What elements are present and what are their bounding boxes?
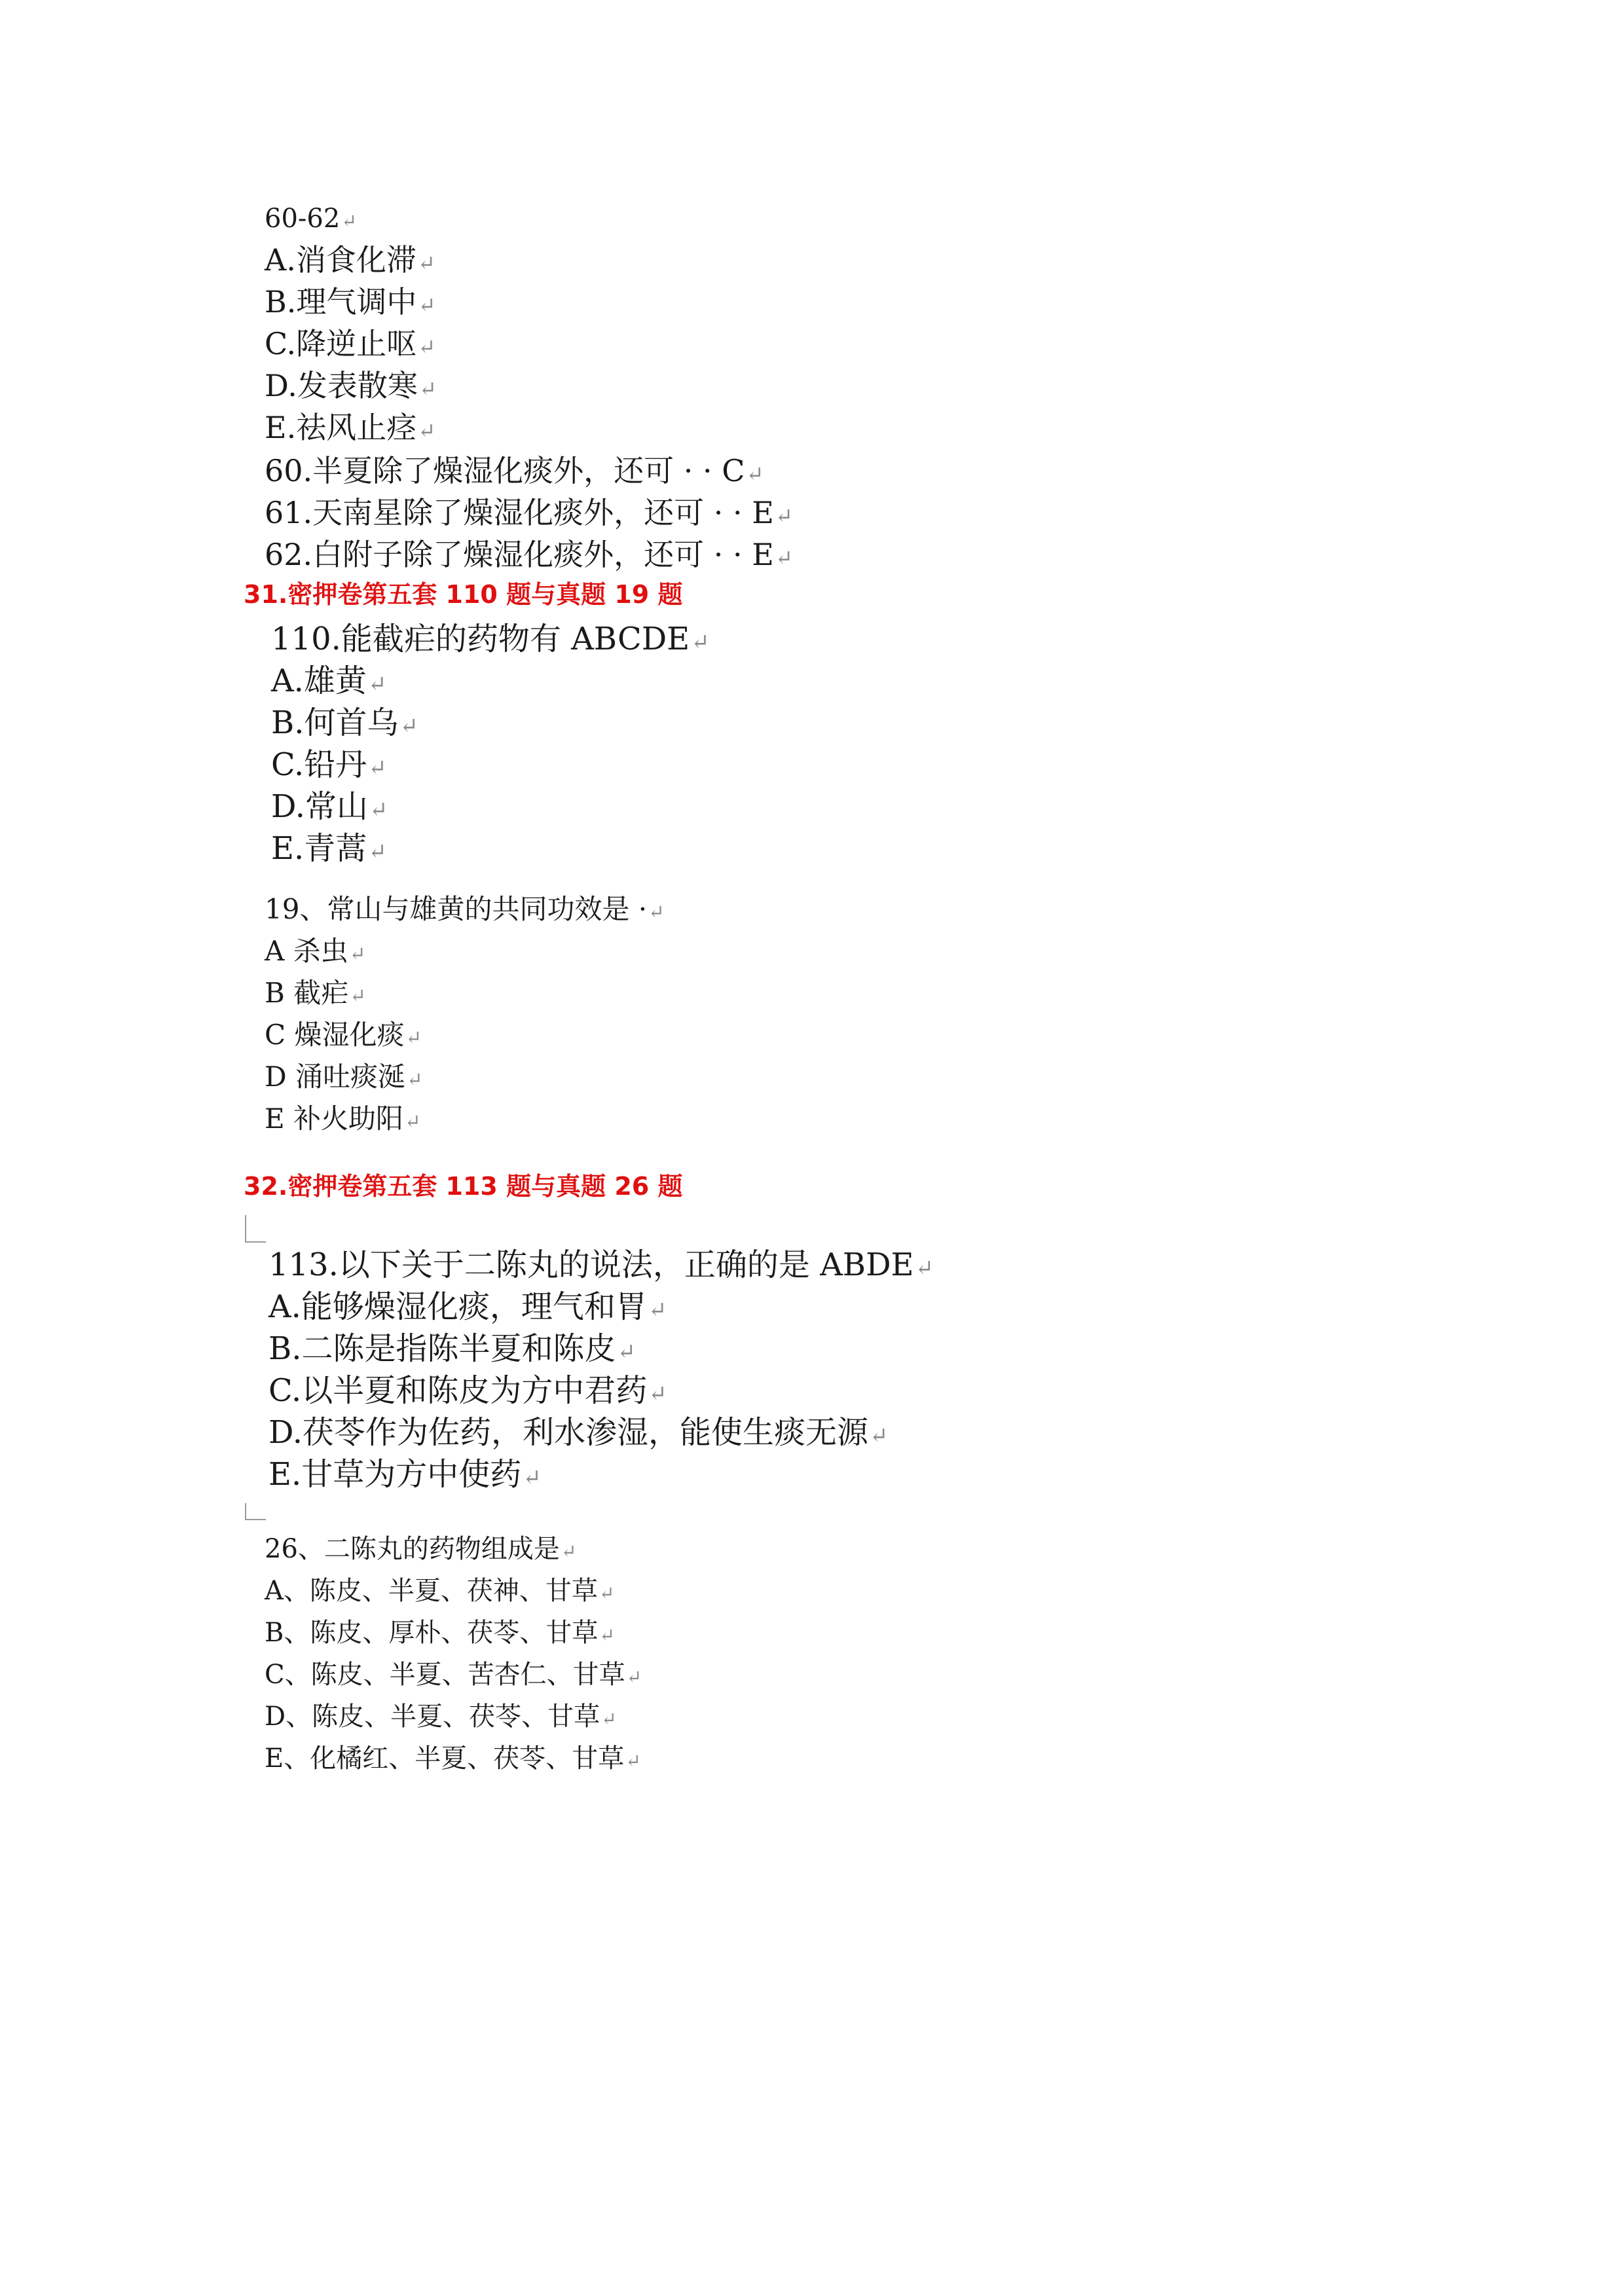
paragraph-mark-icon: ↵: [870, 1423, 889, 1448]
option-b: B 截疟↵: [265, 977, 366, 1009]
paragraph-mark-icon: ↵: [648, 901, 665, 923]
question-62: 62.白附子除了燥湿化痰外，还可 · · E↵: [265, 537, 793, 572]
option-a: A.消食化滞↵: [265, 242, 435, 278]
paragraph-mark-icon: ↵: [601, 1708, 617, 1730]
option-d: D.发表散寒↵: [265, 368, 437, 403]
option-b: B.何首乌↵: [271, 704, 418, 741]
option-c: C.降逆止呕↵: [265, 326, 436, 361]
option-c: C.铅丹↵: [271, 746, 387, 783]
paragraph-mark-icon: ↵: [418, 418, 436, 443]
option-b: B、陈皮、厚朴、茯苓、甘草↵: [265, 1618, 615, 1648]
paragraph-mark-icon: ↵: [599, 1624, 615, 1646]
paragraph-mark-icon: ↵: [405, 1027, 422, 1049]
paragraph-mark-icon: ↵: [417, 251, 435, 276]
question-61: 61.天南星除了燥湿化痰外，还可 · · E↵: [265, 495, 793, 530]
paragraph-mark-icon: ↵: [407, 1068, 423, 1091]
option-a: A 杀虫↵: [265, 935, 366, 967]
option-d: D.茯苓作为佐药，利水渗湿，能使生痰无源↵: [268, 1414, 889, 1451]
paragraph-mark-icon: ↵: [648, 1297, 667, 1322]
paragraph-mark-icon: ↵: [341, 210, 357, 232]
question-113: 113.以下关于二陈丸的说法，正确的是 ABDE↵: [268, 1247, 934, 1283]
paragraph-mark-icon: ↵: [626, 1666, 642, 1688]
option-a: A、陈皮、半夏、茯神、甘草↵: [265, 1576, 615, 1606]
paragraph-mark-icon: ↵: [418, 293, 436, 318]
text-boundary-corner-icon: [245, 1215, 266, 1243]
option-e: E 补火助阳↵: [265, 1102, 421, 1135]
option-c: C 燥湿化痰↵: [265, 1019, 422, 1051]
paragraph-mark-icon: ↵: [369, 797, 388, 822]
paragraph-mark-icon: ↵: [561, 1540, 577, 1562]
option-a: A.雄黄↵: [271, 663, 387, 699]
paragraph-mark-icon: ↵: [523, 1465, 542, 1490]
question-19: 19、常山与雄黄的共同功效是 ·↵: [265, 893, 665, 925]
paragraph-mark-icon: ↵: [418, 376, 437, 401]
option-a: A.能够燥湿化痰，理气和胃↵: [268, 1288, 667, 1325]
paragraph-mark-icon: ↵: [368, 839, 387, 864]
paragraph-mark-icon: ↵: [617, 1339, 636, 1364]
paragraph-mark-icon: ↵: [775, 545, 793, 570]
option-c: C.以半夏和陈皮为方中君药↵: [268, 1372, 667, 1409]
option-d: D.常山↵: [271, 788, 388, 825]
paragraph-mark-icon: ↵: [648, 1381, 667, 1406]
question-60: 60.半夏除了燥湿化痰外，还可 · · C↵: [265, 453, 764, 488]
paragraph-mark-icon: ↵: [349, 943, 366, 965]
paragraph-mark-icon: ↵: [915, 1255, 934, 1281]
option-b: B.理气调中↵: [265, 284, 436, 319]
option-b: B.二陈是指陈半夏和陈皮↵: [268, 1330, 636, 1367]
paragraph-mark-icon: ↵: [368, 755, 387, 780]
question-110: 110.能截疟的药物有 ABCDE↵: [271, 621, 710, 657]
paragraph-mark-icon: ↵: [399, 713, 418, 738]
option-e: E.甘草为方中使药↵: [268, 1456, 542, 1493]
paragraph-mark-icon: ↵: [775, 503, 793, 528]
option-e: E、化橘红、半夏、茯苓、甘草↵: [265, 1743, 641, 1774]
paragraph-mark-icon: ↵: [625, 1750, 641, 1772]
option-d: D、陈皮、半夏、茯苓、甘草↵: [265, 1702, 617, 1732]
section-heading-32: 32.密押卷第五套 113 题与真题 26 题: [244, 1172, 683, 1201]
option-e: E.青蒿↵: [271, 830, 387, 867]
paragraph-mark-icon: ↵: [405, 1110, 421, 1133]
question-range: 60-62↵: [265, 204, 357, 234]
paragraph-mark-icon: ↵: [418, 335, 436, 359]
paragraph-mark-icon: ↵: [599, 1582, 615, 1604]
option-c: C、陈皮、半夏、苦杏仁、甘草↵: [265, 1660, 642, 1690]
option-d: D 涌吐痰涎↵: [265, 1061, 423, 1093]
paragraph-mark-icon: ↵: [746, 462, 764, 486]
paragraph-mark-icon: ↵: [691, 629, 710, 655]
text-boundary-corner-icon: [245, 1503, 266, 1520]
question-26: 26、二陈丸的药物组成是↵: [265, 1534, 577, 1564]
paragraph-mark-icon: ↵: [367, 671, 387, 697]
paragraph-mark-icon: ↵: [350, 985, 366, 1007]
option-e: E.祛风止痉↵: [265, 410, 436, 445]
section-heading-31: 31.密押卷第五套 110 题与真题 19 题: [244, 580, 683, 609]
